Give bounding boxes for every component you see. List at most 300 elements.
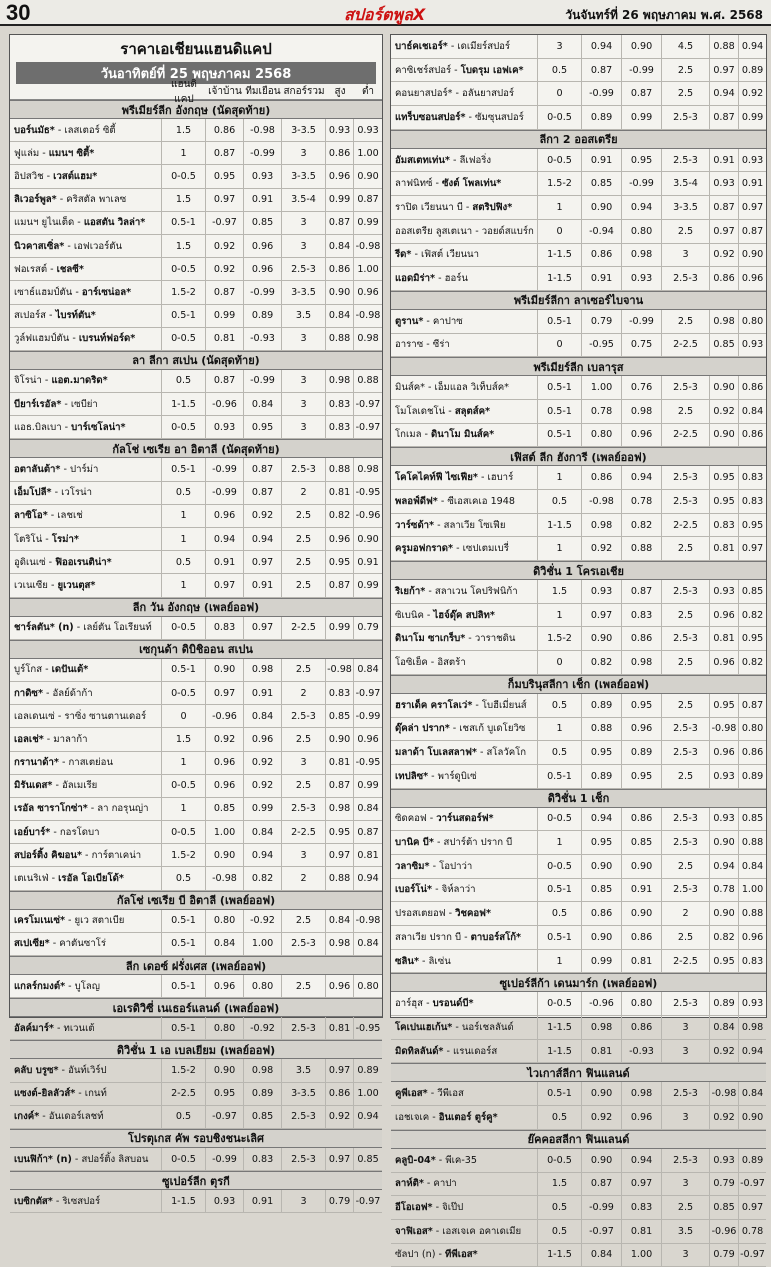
total-goals: 2.5-3 [282,705,326,727]
match-row [10,798,382,821]
home-team: อตาลันต้า* [14,464,61,476]
team-separator: - [423,998,433,1010]
team-separator: - [445,908,456,920]
handicap-value: 0-0.5 [162,258,206,280]
total-goals: 3 [282,212,326,234]
home-odds: -0.97 [582,1220,622,1243]
team-separator: - [48,873,59,885]
total-goals: 2.5-3 [662,718,710,741]
over-odds: 0.84 [326,910,354,932]
team-separator: - [472,699,482,711]
handicap-value: 1 [538,604,582,627]
home-odds: 0.94 [582,808,622,831]
league-section-header: ซูเปอร์ลีก ตุรกี [10,1171,382,1190]
match-row [10,189,382,212]
match-teams [10,617,162,639]
under-odds: 0.95 [741,633,764,645]
away-odds: 0.91 [244,682,282,704]
home-team: มิรันเดส* [14,780,53,792]
handicap-value: 1 [162,574,206,596]
match-teams [391,694,538,717]
match-row [10,844,382,867]
match-teams [391,334,538,357]
over-odds: 0.97 [326,844,354,866]
home-odds: 0.88 [582,718,622,741]
home-team: เซาธ์แฮมป์ตัน [14,286,73,298]
under-odds: 0.97 [741,201,764,213]
match-teams [10,574,162,596]
match-row [391,400,766,424]
away-team: เอสเจเค อคาเดเมีย [442,1225,522,1237]
match-teams [391,1149,538,1172]
away-odds: 0.92 [244,752,282,774]
league-section-header: ลีก วัน อังกฤษ (เพลย์ออฟ) [10,598,382,617]
home-team: มินส์ค* [395,382,425,394]
under-odds: -0.99 [355,710,381,722]
home-team: ฟอเรสต์ [14,263,48,275]
match-row [391,831,766,855]
away-odds: 0.96 [622,718,662,741]
away-odds: 0.91 [244,189,282,211]
handicap-value: 1.5-2 [162,844,206,866]
match-row [10,482,382,505]
team-separator: - [75,1088,85,1100]
away-team: ซีเอสเคเอ 1948 [447,495,515,507]
under-odds: 0.96 [357,286,379,298]
away-team: บาร์เซโลน่า* [71,421,126,433]
team-separator: - [53,1022,64,1034]
team-separator: - [423,339,433,351]
team-separator: - [49,938,60,950]
match-teams [10,551,162,573]
team-separator: - [424,382,435,394]
header-away: ทีมเยือน [245,86,281,97]
away-odds: -0.99 [244,370,282,392]
total-goals: 2.5 [282,659,326,681]
home-team: โอซิเย็ค [395,656,428,668]
league-section-header: ลีก เดอซ์ ฝรั่งเศส (เพลย์ออฟ) [10,956,382,975]
home-odds: 0.86 [582,466,622,489]
home-team: ซัลปา (n) [395,1249,436,1261]
home-team: เวเนเซีย [14,579,48,591]
away-team: กอรโดบา [59,826,100,838]
under-odds: 0.86 [741,429,764,441]
over-odds: 0.84 [326,235,354,257]
home-team: รีด* [395,249,412,261]
team-separator: - [429,1111,439,1123]
over-odds: 0.93 [710,808,739,831]
handicap-value: 1.5-2 [162,1059,206,1081]
over-odds: 0.95 [710,490,739,513]
under-odds: 0.79 [357,622,379,634]
away-odds: 0.89 [244,1083,282,1105]
over-odds: 0.87 [710,196,739,219]
over-odds: 0.83 [710,514,739,537]
home-team: โคโคไคท์ฟี ไซเฟีย* [395,472,478,484]
match-teams [391,376,538,399]
total-goals: 3-3.5 [282,119,326,141]
over-odds: 0.84 [326,305,354,327]
match-teams [391,1244,538,1267]
away-odds: 0.99 [244,798,282,820]
match-teams [10,416,162,438]
away-odds: 0.87 [244,482,282,504]
total-goals: 3 [662,1173,710,1196]
home-odds: 0.94 [206,528,244,550]
home-team: บาธ์คเชเอร์* [395,40,448,52]
away-team: ราซิ่ง ซานตานเดอร์ [64,710,147,722]
home-odds: -0.96 [206,393,244,415]
match-row [391,82,766,106]
match-teams [391,718,538,741]
over-odds: 0.81 [710,627,739,650]
over-odds: 0.95 [710,694,739,717]
handicap-value: 1.5 [162,119,206,141]
away-team: โบดรุม เอฟเค* [460,64,524,76]
league-section-header: เฟิสต์ ลีก ฮังการี (เพลย์ออฟ) [391,447,766,466]
over-odds: 0.85 [710,334,739,357]
home-team: ฮราเด็ค คราโลเว่* [395,699,473,711]
home-odds: 0.93 [206,416,244,438]
handicap-value: 0.5-1 [538,400,582,423]
match-row [10,1083,382,1106]
match-teams [10,235,162,257]
away-team: เอ็มแอล วิเท็บส์ค* [434,382,509,394]
league-section-header: เซกุนด้า ดิบิชิออน สเปน [10,640,382,659]
match-teams [391,172,538,195]
away-team: เวสต์แฮม* [53,170,98,182]
match-teams [10,844,162,866]
handicap-value: 1.5-2 [162,281,206,303]
handicap-value: 0.5-1 [538,765,582,788]
under-odds: 0.85 [357,1153,379,1165]
handicap-value: 0-0.5 [162,1148,206,1170]
home-odds: 1.00 [582,376,622,399]
away-team: วอยด์สแบร์ก [481,225,534,237]
away-team: สปาร์ต้า ปราก บี [443,837,513,849]
match-teams [391,1040,538,1063]
away-team: สตริปฟิง* [472,201,513,213]
league-section-header: กัลโช่ เซเรีย อา อิตาลี (นัดสุดท้าย) [10,439,382,458]
handicap-value: 0-0.5 [162,775,206,797]
team-separator: - [427,656,438,668]
team-separator: - [82,849,92,861]
match-row [391,808,766,832]
over-odds: 0.83 [326,416,354,438]
match-row [391,267,766,291]
under-odds: 0.90 [357,533,379,545]
home-odds: 0.97 [206,574,244,596]
total-goals: 2-2.5 [662,514,710,537]
away-team: เลสเตอร์ ซิตี้ [64,124,116,136]
total-goals: 2.5-3 [282,258,326,280]
home-odds: 0.86 [582,244,622,267]
away-odds: 0.86 [622,808,662,831]
away-odds: 0.98 [622,651,662,674]
league-section-header: พรีเมียร์ลีกา ลาเซอร์ไบจาน [391,291,766,310]
total-goals: 2.5-3 [662,808,710,831]
home-team: อาราซ [395,339,424,351]
header-over: สูง [334,86,346,97]
handicap-value: 0.5-1 [162,305,206,327]
total-goals: 3 [282,1190,326,1212]
under-odds: 0.90 [357,170,379,182]
total-goals: 2.5-3 [282,798,326,820]
away-team: คาปา [433,1178,457,1190]
over-odds: -0.98 [710,718,739,741]
over-odds: 0.85 [326,705,354,727]
match-row [391,149,766,173]
handicap-value: 0-0.5 [538,106,582,129]
over-odds: 0.81 [326,482,354,504]
team-separator: - [69,333,79,345]
match-teams [10,752,162,774]
home-odds: -0.99 [206,458,244,480]
match-teams [10,458,162,480]
home-odds: 0.91 [582,149,622,172]
home-team: อัลค์มาร์* [14,1022,54,1034]
home-odds: -0.95 [582,334,622,357]
match-row [10,142,382,165]
over-odds: 0.86 [326,1083,354,1105]
over-odds: 0.79 [710,1244,739,1267]
total-goals: 3 [282,370,326,392]
team-separator: - [47,579,58,591]
home-team: กรานาด้า* [14,757,59,769]
total-goals: 2.5-3 [662,879,710,902]
away-odds: 0.80 [622,992,662,1015]
league-section-header: ย๊คคอสลีกา ฟินแลนด์ [391,1130,766,1149]
league-section-header: ซูเปอร์ลีก้า เดนมาร์ก (เพลย์ออฟ) [391,973,766,992]
match-row [391,220,766,244]
away-odds: 0.81 [622,950,662,973]
match-row [391,926,766,950]
total-goals: 3.5 [662,1220,710,1243]
match-teams [10,705,162,727]
handicap-value: 0-0.5 [162,821,206,843]
away-team: จิเป๊ป [442,1202,464,1214]
over-odds: -0.98 [326,659,354,681]
total-goals: 2.5 [282,505,326,527]
match-row [391,741,766,765]
home-odds: 0.87 [206,142,244,164]
away-team: ซังต์ โพลเท่น* [442,178,502,190]
over-odds: 0.87 [326,574,354,596]
away-odds: 0.88 [622,537,662,560]
home-team: ซลิน* [395,955,419,967]
over-odds: 0.81 [326,752,354,774]
away-team: ลิเซ่น [428,955,451,967]
away-odds: 0.98 [622,1082,662,1105]
column-headers [10,78,382,105]
over-odds: 0.95 [326,821,354,843]
total-goals: 2.5 [282,551,326,573]
home-team: เบอร์โน่* [395,884,433,896]
handicap-value: 0.5-1 [162,975,206,997]
match-row [391,490,766,514]
away-team: ซีร่า [432,339,450,351]
away-odds: 0.95 [622,765,662,788]
home-odds: 0.90 [582,196,622,219]
match-row [391,1196,766,1220]
away-team: วิชคอฟ* [455,908,491,920]
team-separator: - [61,421,72,433]
match-row [391,580,766,604]
total-goals: 2 [282,682,326,704]
home-team: ครูมอฟกราด* [395,543,454,555]
under-odds: 0.94 [741,40,764,52]
match-row [391,1040,766,1064]
away-team: สโลวัคโก [486,747,527,759]
match-teams [391,490,538,513]
match-row [10,119,382,142]
handicap-value: 0.5 [162,370,206,392]
total-goals: 3 [662,1106,710,1129]
under-odds: 0.95 [741,519,764,531]
home-team: กาดิซ* [14,687,43,699]
home-odds: 0.87 [206,370,244,392]
match-row [391,879,766,903]
over-odds: 0.90 [710,424,739,447]
team-separator: - [435,1154,446,1166]
home-team: เอลเช่* [14,733,44,745]
team-separator: - [54,124,65,136]
total-goals: 2.5-3 [662,627,710,650]
under-odds: -0.98 [355,240,381,252]
match-row [10,1017,382,1040]
away-odds: 0.95 [622,694,662,717]
team-separator: - [61,398,71,410]
team-separator: - [43,733,54,745]
away-team: เกนท์ [84,1088,107,1100]
home-odds: -0.98 [582,490,622,513]
over-odds: 0.90 [326,728,354,750]
home-team: สลาเวีย ปราก บี [395,931,462,943]
team-separator: - [52,1195,63,1207]
handicap-value: 0-0.5 [162,682,206,704]
total-goals: 2.5-3 [282,1148,326,1170]
under-odds: 0.97 [741,543,764,555]
over-odds: 0.86 [710,267,739,290]
handicap-value: 0.5-1 [538,424,582,447]
team-separator: - [452,1021,462,1033]
over-odds: 0.81 [326,1017,354,1039]
under-odds: 0.89 [741,1154,764,1166]
total-goals: 2.5 [662,537,710,560]
away-team: คริสตัล พาเลซ [66,194,127,206]
handicap-value: 1-1.5 [538,1244,582,1267]
home-team: บานิค บี* [395,837,434,849]
team-separator: - [433,837,444,849]
home-odds: 0.89 [582,106,622,129]
header-total: สกอร์รวม [283,86,325,97]
under-odds: 0.98 [741,1021,764,1033]
home-team: ชาร์ลตัน* (n) [14,622,74,634]
team-separator: - [87,803,98,815]
match-teams [10,305,162,327]
away-odds: 0.98 [622,400,662,423]
team-separator: - [423,1178,434,1190]
home-team: มลาด้า โบเลสลาฟ* [395,747,477,759]
total-goals: 2.5-3 [662,1149,710,1172]
total-goals: 2 [662,902,710,925]
under-odds: 1.00 [741,884,764,896]
home-team: อูดิเนเซ่ [14,556,46,568]
team-separator: - [427,1088,438,1100]
away-odds: 0.90 [622,855,662,878]
team-separator: - [449,723,460,735]
home-odds: 0.90 [582,926,622,949]
match-row [10,458,382,481]
team-separator: - [64,240,74,252]
home-team: โมโลเดชโน่ [395,405,446,417]
handicap-value: 0-0.5 [162,165,206,187]
handicap-value: 1-1.5 [538,1040,582,1063]
match-row [10,659,382,682]
total-goals: 4.5 [662,35,710,58]
match-row [391,992,766,1016]
total-goals: 3 [282,752,326,774]
total-goals: 3.5 [282,305,326,327]
team-separator: - [58,757,69,769]
home-odds: 0.90 [206,844,244,866]
team-separator: - [42,687,53,699]
handicap-value: 0.5 [538,741,582,764]
away-odds: 0.86 [622,627,662,650]
home-team: โตริโน่ [14,533,43,545]
over-odds: 0.90 [710,376,739,399]
under-odds: 0.94 [357,1111,379,1123]
away-team: วาร์นสดอร์ฟ* [436,813,494,825]
match-row [391,1082,766,1106]
match-teams [391,741,538,764]
handicap-value: 0.5-1 [162,458,206,480]
total-goals: 3 [662,1244,710,1267]
match-row [391,1106,766,1130]
away-odds: 0.83 [622,1196,662,1219]
handicap-value: 0-0.5 [538,855,582,878]
match-row [10,235,382,258]
away-team: ทเวนเต้ [63,1022,95,1034]
over-odds: 0.92 [710,1040,739,1063]
handicap-value: 1 [538,831,582,854]
under-odds: 0.80 [741,315,764,327]
team-separator: - [43,170,54,182]
home-team: ลิเวอร์พูล* [14,194,57,206]
under-odds: 0.99 [357,217,379,229]
home-odds: 0.86 [582,902,622,925]
match-teams [10,1017,162,1039]
team-separator: - [465,111,476,123]
over-odds: 0.96 [326,165,354,187]
team-separator: - [445,405,455,417]
match-teams [10,258,162,280]
away-team: คาตันซาโร่ [59,938,107,950]
over-odds: 0.92 [710,1106,739,1129]
total-goals: 2.5-3 [662,992,710,1015]
home-team: อัมสเตทเท่น* [395,154,450,166]
home-team: อิปสวิช [14,170,44,182]
under-odds: 0.91 [741,178,764,190]
under-odds: 0.83 [741,495,764,507]
home-odds: 0.90 [582,627,622,650]
away-odds: 0.86 [622,926,662,949]
total-goals: 2.5 [662,604,710,627]
home-odds: 0.97 [206,189,244,211]
team-separator: - [477,472,488,484]
team-separator: - [42,664,52,676]
away-odds: 0.98 [244,659,282,681]
